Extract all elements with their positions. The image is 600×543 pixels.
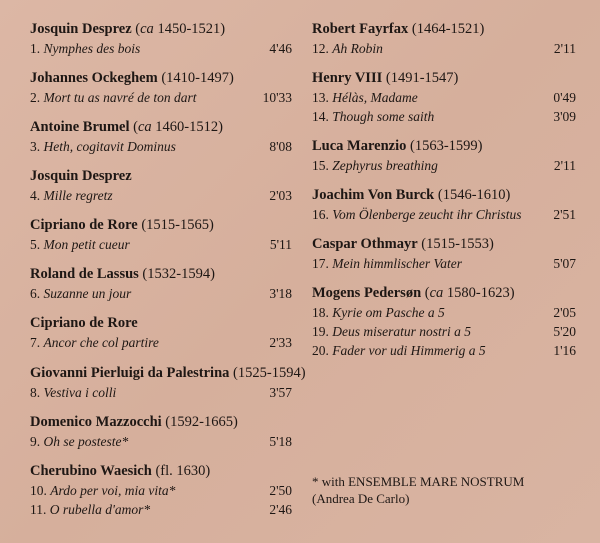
track-title: Heth, cogitavit Dominus xyxy=(43,139,176,154)
track-row xyxy=(30,383,292,402)
composer-heading xyxy=(312,20,576,39)
track-number: 4. xyxy=(30,188,41,203)
track-title: Mort tu as navré de ton dart xyxy=(43,90,197,105)
track-title: Ancor che col partire xyxy=(43,335,159,350)
composer-heading xyxy=(312,284,576,303)
track-number: 19. xyxy=(312,324,329,339)
track-row xyxy=(30,432,292,451)
footnote xyxy=(312,473,524,507)
track-row xyxy=(312,107,576,126)
track-title: O rubella d'amor* xyxy=(49,502,151,517)
composer-heading xyxy=(30,216,292,235)
track-row xyxy=(30,333,292,352)
track-title: Zephyrus breathing xyxy=(332,158,438,173)
track-title: Mille regretz xyxy=(43,188,113,203)
track-number: 9. xyxy=(30,434,41,449)
composer-group xyxy=(30,314,292,352)
track-duration: 8'08 xyxy=(269,139,292,154)
footnote-line-2: (Andrea De Carlo) xyxy=(312,491,410,506)
composer-heading xyxy=(30,20,292,39)
track-duration: 2'33 xyxy=(269,335,292,350)
track-number: 8. xyxy=(30,385,41,400)
footnote-line-1: * with ENSEMBLE MARE NOSTRUM xyxy=(312,474,525,489)
composer-group xyxy=(312,137,576,175)
composer-name: Josquin Desprez xyxy=(30,168,132,184)
track-number: 13. xyxy=(312,90,329,105)
track-row xyxy=(30,186,292,205)
composer-name: Roland de Lassus xyxy=(30,266,139,282)
composer-group xyxy=(312,284,576,360)
composer-group xyxy=(312,235,576,273)
track-duration: 0'49 xyxy=(553,90,576,105)
track-duration: 5'18 xyxy=(269,434,292,449)
composer-group xyxy=(312,69,576,126)
composer-group xyxy=(30,413,292,451)
composer-group xyxy=(30,69,292,107)
track-title: Deus miseratur nostri a 5 xyxy=(332,324,472,339)
track-number: 11. xyxy=(30,502,47,517)
track-duration: 3'18 xyxy=(269,286,292,301)
track-number: 6. xyxy=(30,286,41,301)
composer-name: Josquin Desprez xyxy=(30,21,132,37)
composer-group xyxy=(30,462,292,519)
track-title: Fader vor udi Himmerig a 5 xyxy=(332,343,486,358)
composer-heading xyxy=(312,69,576,88)
composer-heading xyxy=(30,413,292,432)
composer-name: Caspar Othmayr xyxy=(312,236,418,252)
track-duration: 2'03 xyxy=(269,188,292,203)
track-row xyxy=(312,254,576,273)
track-row xyxy=(312,156,576,175)
composer-group xyxy=(30,364,306,402)
track-duration: 2'05 xyxy=(553,305,576,320)
composer-group xyxy=(30,265,292,303)
track-title: Though some saith xyxy=(332,109,435,124)
composer-heading xyxy=(30,167,292,186)
track-duration: 5'20 xyxy=(553,324,576,339)
track-duration: 4'46 xyxy=(269,41,292,56)
track-number: 15. xyxy=(312,158,329,173)
track-title: Nymphes des bois xyxy=(43,41,141,56)
composer-dates: (1525-1594) xyxy=(229,365,306,381)
composer-heading xyxy=(30,462,292,481)
track-number: 14. xyxy=(312,109,329,124)
track-title: Ardo per voi, mia vita* xyxy=(50,483,176,498)
track-row xyxy=(312,322,576,341)
track-duration: 3'09 xyxy=(553,109,576,124)
track-number: 7. xyxy=(30,335,41,350)
composer-name: Cherubino Waesich xyxy=(30,463,152,479)
composer-heading xyxy=(312,137,576,156)
track-duration: 5'07 xyxy=(553,256,576,271)
track-title: Mein himmlischer Vater xyxy=(332,256,462,271)
composer-group xyxy=(30,167,292,205)
track-title: Vestiva i colli xyxy=(43,385,117,400)
track-duration: 10'33 xyxy=(262,90,292,105)
composer-name: Cipriano de Rore xyxy=(30,315,138,331)
composer-dates: (1563-1599) xyxy=(406,138,483,154)
composer-heading xyxy=(30,364,306,383)
composer-name: Cipriano de Rore xyxy=(30,217,138,233)
track-row xyxy=(30,235,292,254)
composer-group xyxy=(30,20,292,58)
track-row xyxy=(30,137,292,156)
composer-dates: (1532-1594) xyxy=(138,266,215,282)
composer-dates: (1410-1497) xyxy=(157,70,234,86)
track-duration: 2'11 xyxy=(553,158,576,173)
track-row xyxy=(312,341,576,360)
track-number: 5. xyxy=(30,237,41,252)
composer-group xyxy=(312,20,576,58)
track-row xyxy=(312,205,576,224)
track-number: 2. xyxy=(30,90,41,105)
composer-dates: (1491-1547) xyxy=(382,70,459,86)
composer-group xyxy=(30,216,292,254)
track-duration: 1'16 xyxy=(553,343,576,358)
track-duration: 2'51 xyxy=(553,207,576,222)
track-number: 10. xyxy=(30,483,47,498)
composer-dates: (1464-1521) xyxy=(408,21,485,37)
track-number: 16. xyxy=(312,207,329,222)
track-title: Oh se posteste* xyxy=(43,434,129,449)
track-row xyxy=(30,481,292,500)
composer-name: Henry VIII xyxy=(312,70,383,86)
composer-dates: (ca 1460-1512) xyxy=(129,119,223,135)
track-number: 3. xyxy=(30,139,41,154)
track-duration: 2'11 xyxy=(553,41,576,56)
track-number: 12. xyxy=(312,41,329,56)
composer-name: Giovanni Pierluigi da Palestrina xyxy=(30,365,230,381)
track-row xyxy=(312,88,576,107)
composer-heading xyxy=(30,69,292,88)
composer-group xyxy=(30,118,292,156)
composer-dates: (1515-1553) xyxy=(417,236,494,252)
composer-dates: (fl. 1630) xyxy=(151,463,211,479)
track-duration: 2'50 xyxy=(269,483,292,498)
track-title: Suzanne un jour xyxy=(43,286,132,301)
track-row xyxy=(312,303,576,322)
composer-dates: (ca 1450-1521) xyxy=(131,21,226,37)
track-row xyxy=(30,284,292,303)
track-duration: 3'57 xyxy=(269,385,292,400)
track-number: 18. xyxy=(312,305,329,320)
composer-name: Antoine Brumel xyxy=(30,119,130,135)
composer-heading xyxy=(312,235,576,254)
track-duration: 5'11 xyxy=(269,237,292,252)
composer-name: Mogens Pedersøn xyxy=(312,285,422,301)
composer-dates: (1592-1665) xyxy=(161,414,238,430)
track-title: Vom Ölenberge zeucht ihr Christus xyxy=(332,207,522,222)
track-row xyxy=(312,39,576,58)
track-title: Ah Robin xyxy=(332,41,383,56)
track-row xyxy=(30,39,292,58)
composer-dates: (1515-1565) xyxy=(137,217,214,233)
track-number: 20. xyxy=(312,343,329,358)
composer-heading xyxy=(30,118,292,137)
track-duration: 2'46 xyxy=(269,502,292,517)
composer-name: Domenico Mazzocchi xyxy=(30,414,162,430)
composer-heading xyxy=(30,265,292,284)
composer-dates: (1546-1610) xyxy=(434,187,511,203)
track-number: 1. xyxy=(30,41,41,56)
composer-dates: (ca 1580-1623) xyxy=(421,285,515,301)
track-title: Kyrie om Pasche a 5 xyxy=(332,305,445,320)
track-number: 17. xyxy=(312,256,329,271)
track-row xyxy=(30,88,292,107)
composer-name: Luca Marenzio xyxy=(312,138,407,154)
composer-name: Johannes Ockeghem xyxy=(30,70,158,86)
composer-heading xyxy=(30,314,292,333)
track-row xyxy=(30,500,292,519)
track-title: Hélàs, Madame xyxy=(332,90,418,105)
composer-heading xyxy=(312,186,576,205)
composer-group xyxy=(312,186,576,224)
track-title: Mon petit cueur xyxy=(43,237,130,252)
composer-name: Joachim Von Burck xyxy=(312,187,435,203)
composer-name: Robert Fayrfax xyxy=(312,21,409,37)
